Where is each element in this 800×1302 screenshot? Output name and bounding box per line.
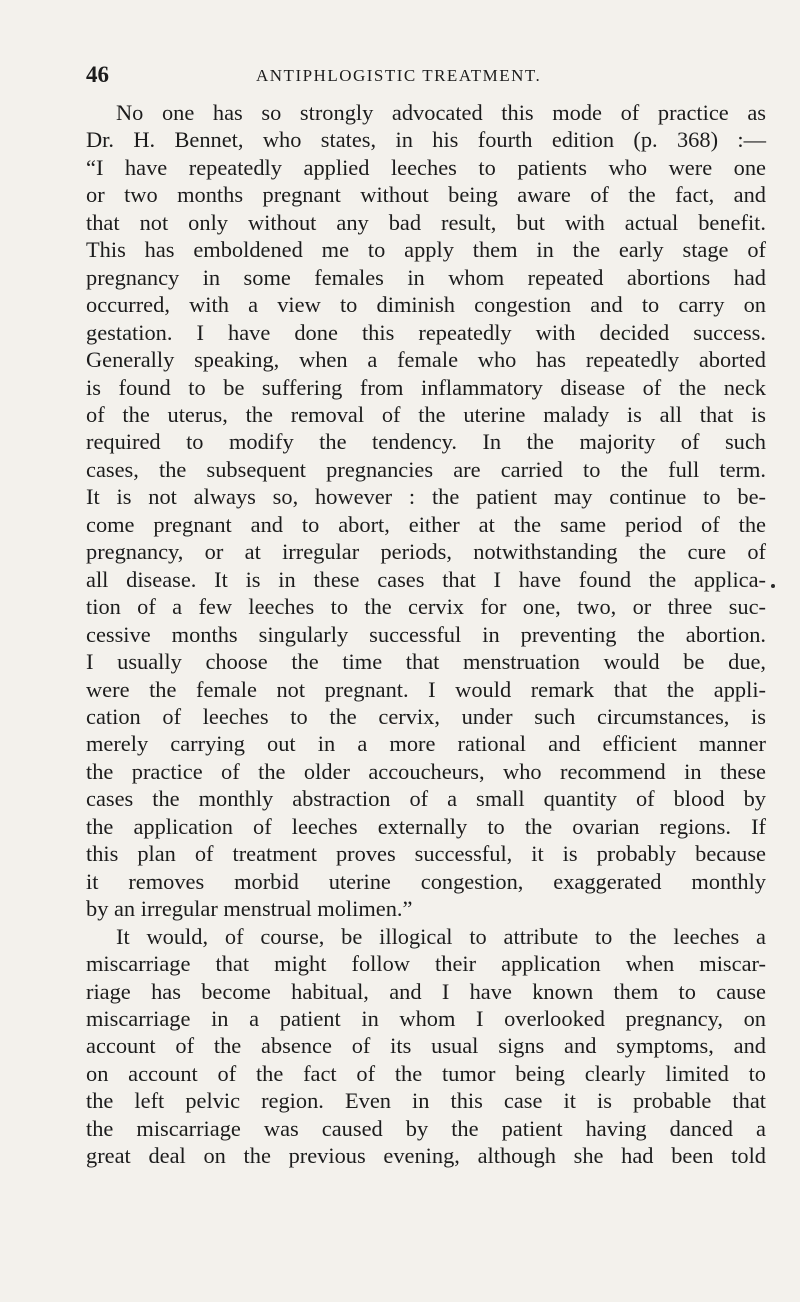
text-line: the miscarriage was caused by the patient having danced a: [86, 1115, 766, 1141]
text-line: Generally speaking, when a female who has repeatedly aborted: [86, 347, 766, 373]
text-line: pregnancy, or at irregular periods, notwithstanding the cure of: [86, 539, 766, 565]
text-line: by an irregular menstrual molimen.”: [86, 896, 413, 922]
text-line: cessive months singularly successful in preventing the abortion.: [86, 621, 766, 647]
text-line: cation of leeches to the cervix, under such circumstances, is: [86, 703, 766, 729]
print-speck: [771, 584, 775, 588]
body-text: [86, 99, 766, 1170]
text-line: come pregnant and to abort, either at the same period of the: [86, 511, 766, 537]
text-line: it removes morbid uterine congestion, exaggerated monthly: [86, 868, 766, 894]
text-line: great deal on the previous evening, although she had been told: [86, 1143, 766, 1169]
text-line: this plan of treatment proves successful, it is probably because: [86, 841, 766, 867]
text-line: Dr. H. Bennet, who states, in his fourth edition (p. 368) :—: [86, 127, 766, 153]
text-line: on account of the fact of the tumor being clearly limited to: [86, 1060, 766, 1086]
text-line: It would, of course, be illogical to attribute to the leeches a: [116, 923, 766, 949]
text-line: cases the monthly abstraction of a small quantity of blood by: [86, 786, 766, 812]
text-line: account of the absence of its usual signs and symptoms, and: [86, 1033, 766, 1059]
text-line: is found to be suffering from inflammatory disease of the neck: [86, 374, 766, 400]
text-line: gestation. I have done this repeatedly with decided success.: [86, 319, 766, 345]
text-line: that not only without any bad result, but with actual benefit.: [86, 209, 766, 235]
text-line: miscarriage that might follow their application when miscar-: [86, 951, 766, 977]
text-line: all disease. It is in these cases that I have found the applica-: [86, 566, 766, 592]
text-line: “I have repeatedly applied leeches to patients who were one: [86, 154, 766, 180]
running-head: ANTIPHLOGISTIC TREATMENT.: [256, 66, 542, 85]
text-line: It is not always so, however : the patient may continue to be-: [86, 484, 766, 510]
text-line: pregnancy in some females in whom repeated abortions had: [86, 264, 766, 290]
text-line: merely carrying out in a more rational and efficient manner: [86, 731, 766, 757]
text-line: required to modify the tendency. In the majority of such: [86, 429, 766, 455]
text-line: cases, the subsequent pregnancies are carried to the full term.: [86, 456, 766, 482]
text-line: the left pelvic region. Even in this case it is probable that: [86, 1088, 766, 1114]
text-line: were the female not pregnant. I would remark that the appli-: [86, 676, 766, 702]
text-line: No one has so strongly advocated this mode of practice as: [116, 100, 766, 125]
text-line: occurred, with a view to diminish congestion and to carry on: [86, 292, 766, 318]
page-number: 46: [86, 62, 109, 87]
text-line: tion of a few leeches to the cervix for one, two, or three suc-: [86, 594, 766, 620]
text-line: the practice of the older accoucheurs, who recommend in these: [86, 758, 766, 784]
text-line: or two months pregnant without being aware of the fact, and: [86, 182, 766, 208]
page-header: [86, 62, 766, 88]
text-line: of the uterus, the removal of the uterine malady is all that is: [86, 401, 766, 427]
text-line: I usually choose the time that menstruation would be due,: [86, 649, 766, 675]
text-line: This has emboldened me to apply them in the early stage of: [86, 237, 766, 263]
text-line: the application of leeches externally to the ovarian regions. If: [86, 813, 766, 839]
text-line: miscarriage in a patient in whom I overlooked pregnancy, on: [86, 1005, 766, 1031]
text-line: riage has become habitual, and I have known them to cause: [86, 978, 766, 1004]
